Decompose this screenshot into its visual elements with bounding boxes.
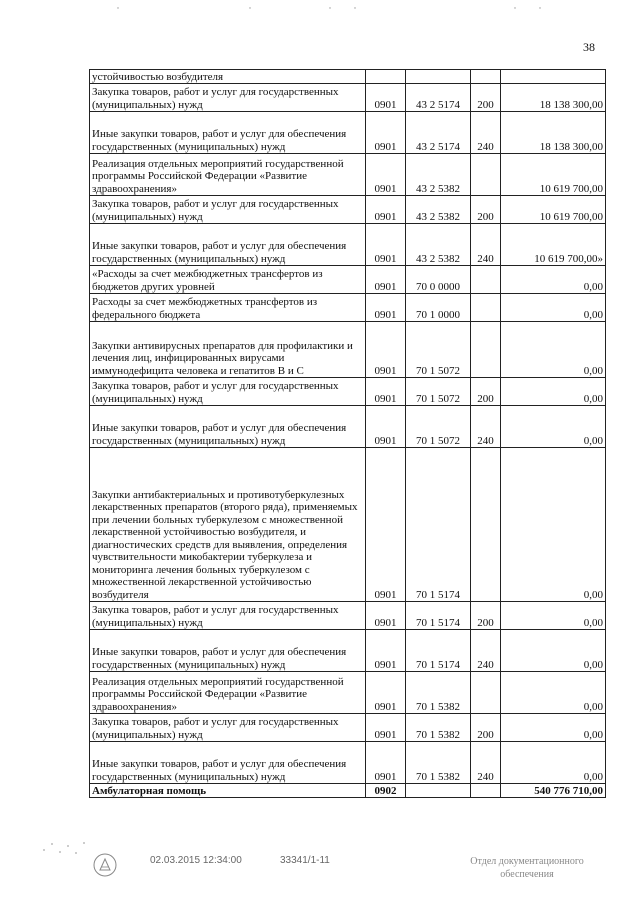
cell-name: Иные закупки товаров, работ и услуг для обеспечения государственных (муниципальных) нужд — [90, 406, 366, 448]
cell-name: Иные закупки товаров, работ и услуг для обеспечения государственных (муниципальных) нужд — [90, 224, 366, 266]
cell-amount: 0,00 — [501, 378, 606, 406]
cell-amount: 0,00 — [501, 294, 606, 322]
cell-expense-type: 200 — [471, 714, 501, 742]
cell-amount: 10 619 700,00 — [501, 154, 606, 196]
total-cell-expense-type — [471, 784, 501, 798]
cell-section: 0901 — [366, 322, 406, 378]
cell-target-article: 70 1 5382 — [406, 742, 471, 784]
cell-amount: 0,00 — [501, 266, 606, 294]
cell-expense-type — [471, 322, 501, 378]
cell-target-article: 70 1 5072 — [406, 406, 471, 448]
table-row — [90, 84, 606, 112]
cell-expense-type: 240 — [471, 630, 501, 672]
cell-expense-type: 240 — [471, 224, 501, 266]
cell-target-article: 70 1 0000 — [406, 294, 471, 322]
page-number: 38 — [583, 40, 595, 54]
cell-amount: 0,00 — [501, 602, 606, 630]
cell-section: 0901 — [366, 196, 406, 224]
cell-target-article: 70 1 5174 — [406, 630, 471, 672]
cell-amount: 18 138 300,00 — [501, 84, 606, 112]
cell-target-article: 70 1 5382 — [406, 714, 471, 742]
total-cell-amount: 540 776 710,00 — [501, 784, 606, 798]
budget-table-body — [90, 70, 606, 798]
cell-target-article: 43 2 5382 — [406, 224, 471, 266]
table-row — [90, 672, 606, 714]
total-cell-target-article — [406, 784, 471, 798]
footer-department-line1: Отдел документационного — [470, 856, 584, 867]
footer-department — [452, 855, 602, 881]
cell-section: 0901 — [366, 84, 406, 112]
cell-section: 0901 — [366, 112, 406, 154]
cell-expense-type: 200 — [471, 602, 501, 630]
table-row — [90, 742, 606, 784]
table-row — [90, 70, 606, 84]
cell-target-article: 70 1 5072 — [406, 322, 471, 378]
cell-section: 0901 — [366, 224, 406, 266]
cell-expense-type — [471, 266, 501, 294]
table-row — [90, 630, 606, 672]
cell-name: Иные закупки товаров, работ и услуг для обеспечения государственных (муниципальных) нужд — [90, 112, 366, 154]
cell-amount: 18 138 300,00 — [501, 112, 606, 154]
cell-name: Реализация отдельных мероприятий государственной программы Российской Федерации «Развитие здравоохранения» — [90, 672, 366, 714]
cell-target-article: 70 1 5072 — [406, 378, 471, 406]
stamp-dots — [38, 838, 90, 856]
table-row — [90, 378, 606, 406]
cell-name: Реализация отдельных мероприятий государственной программы Российской Федерации «Развитие здравоохранения» — [90, 154, 366, 196]
cell-name: «Расходы за счет межбюджетных трансфертов из бюджетов других уровней — [90, 266, 366, 294]
cell-name: Иные закупки товаров, работ и услуг для обеспечения государственных (муниципальных) нужд — [90, 742, 366, 784]
cell-section — [366, 70, 406, 84]
total-row — [90, 784, 606, 798]
total-cell-section: 0902 — [366, 784, 406, 798]
total-cell-name: Амбулаторная помощь — [90, 784, 366, 798]
cell-amount: 0,00 — [501, 672, 606, 714]
cell-amount: 0,00 — [501, 406, 606, 448]
cell-section: 0901 — [366, 602, 406, 630]
cell-target-article: 70 0 0000 — [406, 266, 471, 294]
cell-target-article: 43 2 5174 — [406, 112, 471, 154]
cell-section: 0901 — [366, 406, 406, 448]
table-row — [90, 322, 606, 378]
cell-section: 0901 — [366, 154, 406, 196]
cell-expense-type: 240 — [471, 406, 501, 448]
cell-expense-type — [471, 154, 501, 196]
table-row — [90, 406, 606, 448]
cell-name: Иные закупки товаров, работ и услуг для обеспечения государственных (муниципальных) нужд — [90, 630, 366, 672]
table-row — [90, 266, 606, 294]
table-row — [90, 224, 606, 266]
cell-target-article — [406, 70, 471, 84]
cell-amount: 0,00 — [501, 714, 606, 742]
cell-name: Закупки антивирусных препаратов для профилактики и лечения лиц, инфицированных вирусами иммунодефицита человека и гепатитов В и С — [90, 322, 366, 378]
footer-department-line2: обеспечения — [500, 869, 554, 880]
cell-expense-type: 200 — [471, 196, 501, 224]
cell-amount: 10 619 700,00» — [501, 224, 606, 266]
cell-name: устойчивостью возбудителя — [90, 70, 366, 84]
cell-section: 0901 — [366, 266, 406, 294]
cell-name: Расходы за счет межбюджетных трансфертов из федерального бюджета — [90, 294, 366, 322]
table-row — [90, 294, 606, 322]
table-row — [90, 448, 606, 602]
table-row — [90, 714, 606, 742]
cell-target-article: 43 2 5174 — [406, 84, 471, 112]
cell-expense-type — [471, 294, 501, 322]
emblem-icon — [92, 852, 118, 878]
scan-marks-top — [0, 6, 640, 10]
cell-expense-type — [471, 672, 501, 714]
table-row — [90, 112, 606, 154]
cell-target-article: 43 2 5382 — [406, 196, 471, 224]
cell-expense-type — [471, 70, 501, 84]
cell-target-article: 70 1 5382 — [406, 672, 471, 714]
cell-section: 0901 — [366, 742, 406, 784]
cell-section: 0901 — [366, 448, 406, 602]
budget-table — [89, 69, 606, 798]
cell-name: Закупка товаров, работ и услуг для государственных (муниципальных) нужд — [90, 602, 366, 630]
cell-amount: 0,00 — [501, 630, 606, 672]
cell-target-article: 70 1 5174 — [406, 448, 471, 602]
cell-amount: 0,00 — [501, 742, 606, 784]
cell-section: 0901 — [366, 378, 406, 406]
cell-section: 0901 — [366, 714, 406, 742]
cell-name: Закупка товаров, работ и услуг для государственных (муниципальных) нужд — [90, 196, 366, 224]
footer-date: 02.03.2015 12:34:00 — [150, 855, 242, 866]
cell-expense-type: 240 — [471, 742, 501, 784]
cell-target-article: 43 2 5382 — [406, 154, 471, 196]
cell-section: 0901 — [366, 630, 406, 672]
cell-amount: 0,00 — [501, 448, 606, 602]
cell-name: Закупки антибактериальных и противотуберкулезных лекарственных препаратов (второго ряда), применяемых при лечении больных туберкулезом с множественной лекарственной устойчивостью возбудителя, и диагностических средств для выявления, определения чувствительности микобактерии туберкулеза и мониторинга лечения больных туберкулезом с множественной лекарственной устойчивостью возбудителя — [90, 448, 366, 602]
table-row — [90, 602, 606, 630]
cell-target-article: 70 1 5174 — [406, 602, 471, 630]
table-row — [90, 154, 606, 196]
footer-document-code: 33341/1-11 — [280, 855, 330, 866]
cell-expense-type — [471, 448, 501, 602]
cell-expense-type: 200 — [471, 84, 501, 112]
table-row — [90, 196, 606, 224]
cell-name: Закупка товаров, работ и услуг для государственных (муниципальных) нужд — [90, 378, 366, 406]
cell-expense-type: 240 — [471, 112, 501, 154]
cell-name: Закупка товаров, работ и услуг для государственных (муниципальных) нужд — [90, 714, 366, 742]
cell-section: 0901 — [366, 672, 406, 714]
cell-name: Закупка товаров, работ и услуг для государственных (муниципальных) нужд — [90, 84, 366, 112]
cell-amount: 0,00 — [501, 322, 606, 378]
cell-expense-type: 200 — [471, 378, 501, 406]
cell-amount — [501, 70, 606, 84]
cell-section: 0901 — [366, 294, 406, 322]
cell-amount: 10 619 700,00 — [501, 196, 606, 224]
